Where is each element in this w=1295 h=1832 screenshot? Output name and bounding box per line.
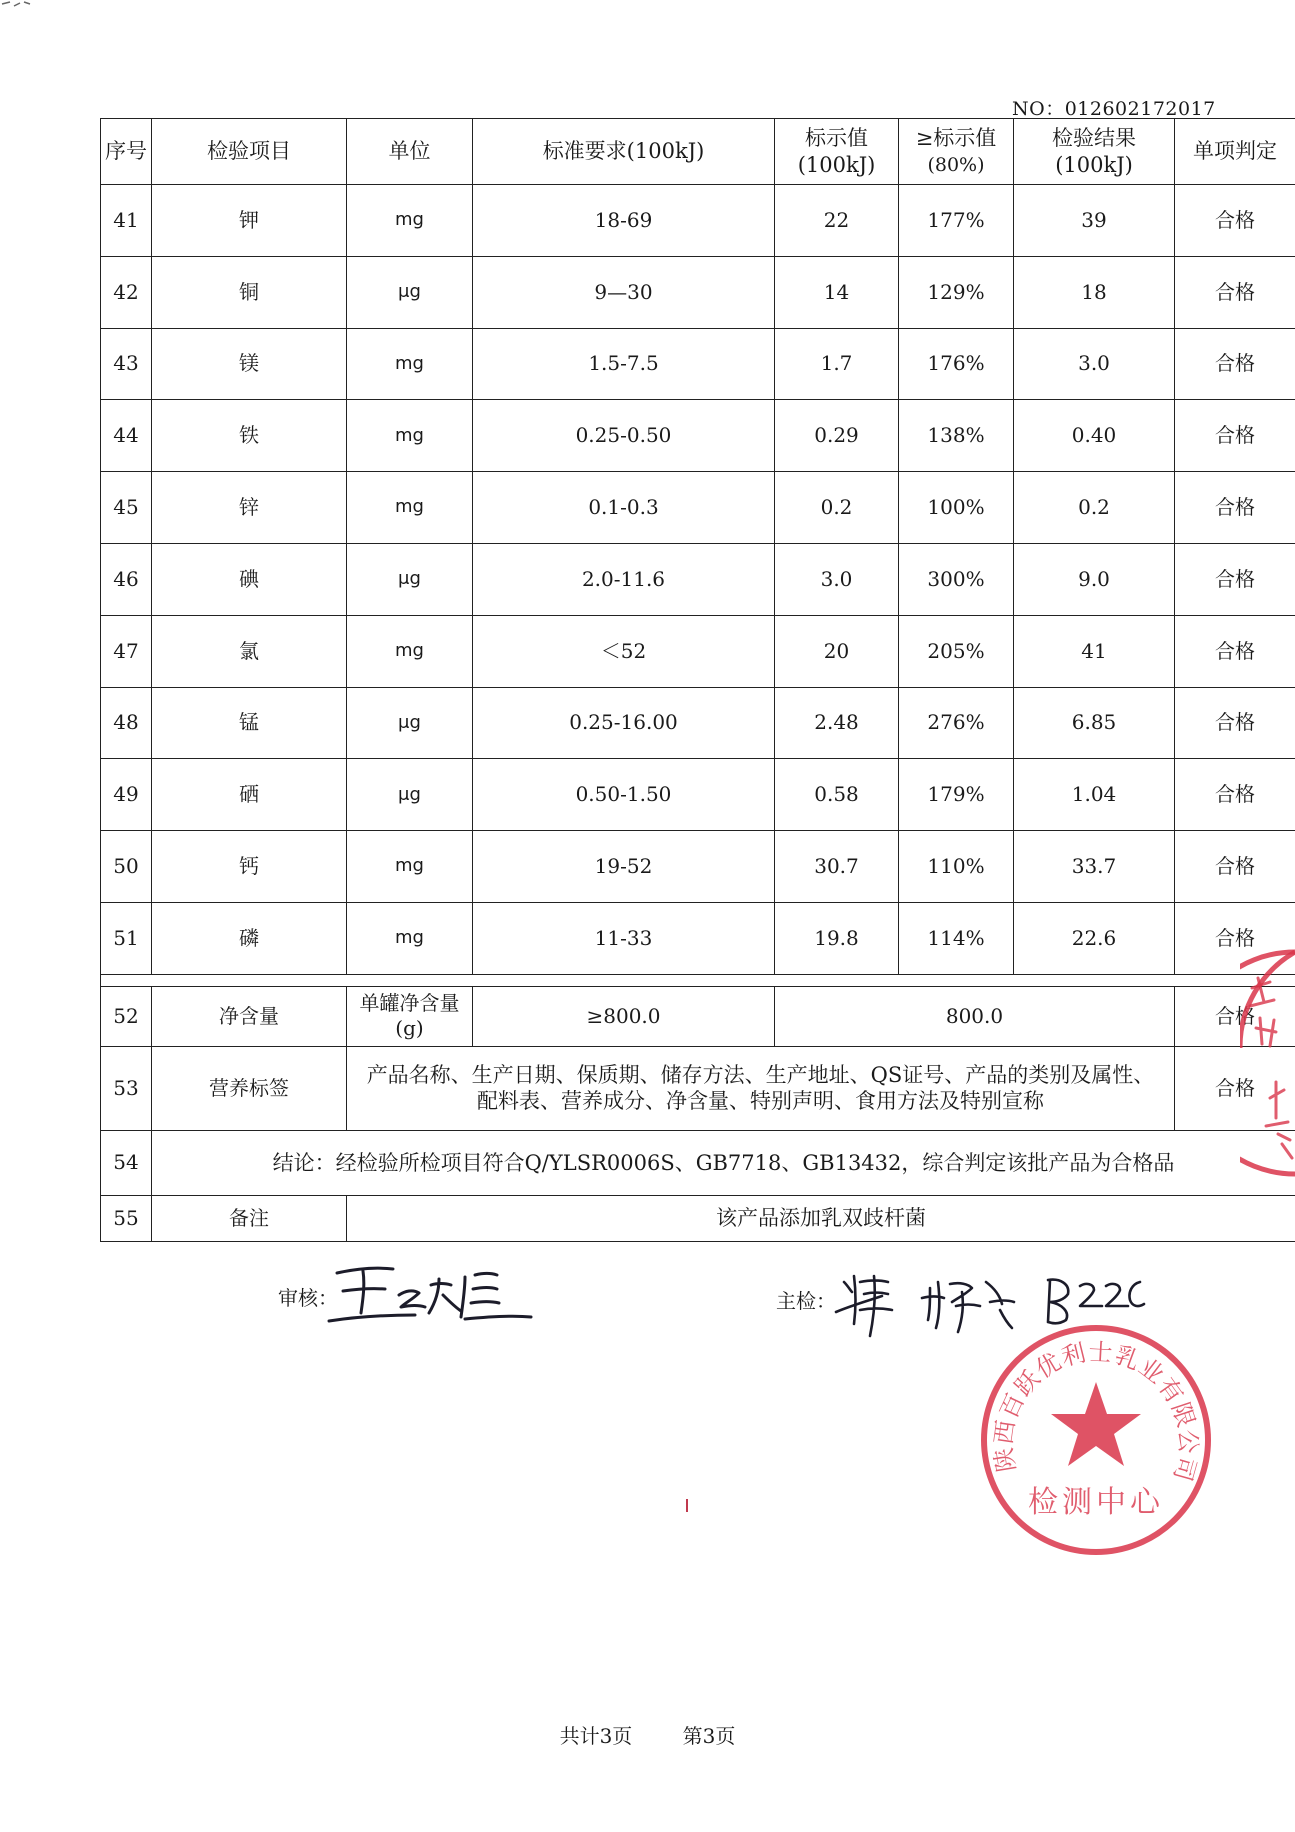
label-value-cell: 20 bbox=[775, 615, 899, 687]
label-value-cell: 30.7 bbox=[775, 831, 899, 903]
seq-cell: 48 bbox=[101, 687, 152, 759]
standard-cell: ＜52 bbox=[473, 615, 775, 687]
unit-cell: mg bbox=[347, 472, 473, 544]
table-row bbox=[101, 543, 1295, 615]
ge-label-cell: 100% bbox=[899, 472, 1014, 544]
ge-label-cell: 177% bbox=[899, 185, 1014, 257]
unit-cell: μg bbox=[347, 687, 473, 759]
standard-cell: 2.0-11.6 bbox=[473, 543, 775, 615]
unit-cell: mg bbox=[347, 831, 473, 903]
page-total: 共计3页 bbox=[559, 1724, 633, 1748]
header-judgement: 单项判定 bbox=[1175, 119, 1295, 185]
table-row-remark bbox=[101, 1195, 1295, 1241]
judge-cell: 合格 bbox=[1175, 256, 1295, 328]
ge-label-cell: 110% bbox=[899, 831, 1014, 903]
seq-cell: 42 bbox=[101, 256, 152, 328]
conclusion-text: 结论：经检验所检项目符合Q/YLSR0006S、GB7718、GB13432，综合判定该批产品为合格品 bbox=[152, 1130, 1295, 1195]
header-label-value: 标示值 (100kJ) bbox=[775, 119, 899, 185]
remark-text: 该产品添加乳双歧杆菌 bbox=[347, 1195, 1295, 1241]
judge-cell: 合格 bbox=[1175, 902, 1295, 974]
item-cell: 铁 bbox=[152, 400, 347, 472]
ge-label-cell: 129% bbox=[899, 256, 1014, 328]
unit-cell: mg bbox=[347, 902, 473, 974]
result-cell: 39 bbox=[1014, 185, 1175, 257]
table-row bbox=[101, 687, 1295, 759]
seq-cell: 47 bbox=[101, 615, 152, 687]
result-cell: 1.04 bbox=[1014, 759, 1175, 831]
result-cell: 33.7 bbox=[1014, 831, 1175, 903]
item-cell: 营养标签 bbox=[152, 1046, 347, 1130]
header-seq: 序号 bbox=[101, 119, 152, 185]
scan-mark bbox=[0, 0, 40, 12]
seq-cell: 43 bbox=[101, 328, 152, 400]
item-cell: 锌 bbox=[152, 472, 347, 544]
svg-text:检测中心: 检测中心 bbox=[1028, 1485, 1164, 1520]
standard-cell: ≥800.0 bbox=[473, 986, 775, 1046]
judge-cell: 合格 bbox=[1175, 185, 1295, 257]
item-cell: 氯 bbox=[152, 615, 347, 687]
standard-cell: 1.5-7.5 bbox=[473, 328, 775, 400]
item-cell: 钾 bbox=[152, 185, 347, 257]
unit-cell: μg bbox=[347, 256, 473, 328]
label-text-cell: 产品名称、生产日期、保质期、储存方法、生产地址、QS证号、产品的类别及属性、 配料表、营养成分、净含量、特别声明、食用方法及特别宣称 bbox=[347, 1046, 1175, 1130]
judge-cell: 合格 bbox=[1175, 687, 1295, 759]
standard-cell: 18-69 bbox=[473, 185, 775, 257]
header-standard: 标准要求(100kJ) bbox=[473, 119, 775, 185]
unit-cell: 单罐净含量 (g) bbox=[347, 986, 473, 1046]
table-row bbox=[101, 472, 1295, 544]
seq-cell: 41 bbox=[101, 185, 152, 257]
result-cell: 0.40 bbox=[1014, 400, 1175, 472]
standard-cell: 0.25-0.50 bbox=[473, 400, 775, 472]
table-row bbox=[101, 759, 1295, 831]
result-cell: 800.0 bbox=[775, 986, 1175, 1046]
ge-label-cell: 300% bbox=[899, 543, 1014, 615]
seq-cell: 50 bbox=[101, 831, 152, 903]
judge-cell: 合格 bbox=[1175, 759, 1295, 831]
judge-cell: 合格 bbox=[1175, 472, 1295, 544]
standard-cell: 9—30 bbox=[473, 256, 775, 328]
seq-cell: 53 bbox=[101, 1046, 152, 1130]
header-unit: 单位 bbox=[347, 119, 473, 185]
table-row bbox=[101, 256, 1295, 328]
standard-cell: 19-52 bbox=[473, 831, 775, 903]
page-number: 第3页 bbox=[682, 1724, 736, 1748]
judge-cell: 合格 bbox=[1175, 400, 1295, 472]
company-seal bbox=[976, 1320, 1216, 1560]
item-cell: 碘 bbox=[152, 543, 347, 615]
table-row bbox=[101, 400, 1295, 472]
item-cell: 净含量 bbox=[152, 986, 347, 1046]
document-number: NO：012602172017 bbox=[1012, 98, 1216, 120]
table-row bbox=[101, 185, 1295, 257]
seq-cell: 49 bbox=[101, 759, 152, 831]
unit-cell: μg bbox=[347, 759, 473, 831]
judge-cell: 合格 bbox=[1175, 328, 1295, 400]
header-ge-label: ≥标示值 (80%) bbox=[899, 119, 1014, 185]
result-cell: 22.6 bbox=[1014, 902, 1175, 974]
ge-label-cell: 176% bbox=[899, 328, 1014, 400]
svg-text:陕西百跃优利士乳业有限公司: 陕西百跃优利士乳业有限公司 bbox=[989, 1337, 1203, 1486]
table-header-row bbox=[101, 119, 1295, 185]
standard-cell: 0.25-16.00 bbox=[473, 687, 775, 759]
table-row bbox=[101, 328, 1295, 400]
label-value-cell: 22 bbox=[775, 185, 899, 257]
table-row bbox=[101, 902, 1295, 974]
seq-cell: 51 bbox=[101, 902, 152, 974]
scan-mark bbox=[684, 1498, 690, 1514]
partial-seal bbox=[1240, 948, 1295, 1178]
header-result: 检验结果 (100kJ) bbox=[1014, 119, 1175, 185]
judge-cell: 合格 bbox=[1175, 543, 1295, 615]
judge-cell: 合格 bbox=[1175, 831, 1295, 903]
inspection-table bbox=[100, 118, 1295, 1242]
data-rows bbox=[101, 185, 1295, 975]
table-row-nutrition-label bbox=[101, 1046, 1295, 1130]
page-footer bbox=[0, 1720, 1295, 1749]
item-cell: 钙 bbox=[152, 831, 347, 903]
seq-cell: 55 bbox=[101, 1195, 152, 1241]
unit-cell: mg bbox=[347, 328, 473, 400]
reviewer-label: 审核： bbox=[278, 1286, 338, 1310]
ge-label-cell: 138% bbox=[899, 400, 1014, 472]
table-row-conclusion bbox=[101, 1130, 1295, 1195]
result-cell: 6.85 bbox=[1014, 687, 1175, 759]
label-value-cell: 2.48 bbox=[775, 687, 899, 759]
label-value-cell: 0.58 bbox=[775, 759, 899, 831]
seq-cell: 54 bbox=[101, 1130, 152, 1195]
result-cell: 18 bbox=[1014, 256, 1175, 328]
unit-cell: mg bbox=[347, 615, 473, 687]
label-value-cell: 3.0 bbox=[775, 543, 899, 615]
result-cell: 41 bbox=[1014, 615, 1175, 687]
label-value-cell: 14 bbox=[775, 256, 899, 328]
table-row bbox=[101, 831, 1295, 903]
seq-cell: 52 bbox=[101, 986, 152, 1046]
unit-cell: μg bbox=[347, 543, 473, 615]
table-row bbox=[101, 615, 1295, 687]
table-gap-row bbox=[101, 974, 1295, 986]
standard-cell: 0.1-0.3 bbox=[473, 472, 775, 544]
judge-cell: 合格 bbox=[1175, 1046, 1295, 1130]
remark-label: 备注 bbox=[152, 1195, 347, 1241]
seq-cell: 45 bbox=[101, 472, 152, 544]
item-cell: 铜 bbox=[152, 256, 347, 328]
header-item: 检验项目 bbox=[152, 119, 347, 185]
result-cell: 0.2 bbox=[1014, 472, 1175, 544]
result-cell: 9.0 bbox=[1014, 543, 1175, 615]
unit-cell: mg bbox=[347, 185, 473, 257]
item-cell: 镁 bbox=[152, 328, 347, 400]
seq-cell: 46 bbox=[101, 543, 152, 615]
seq-cell: 44 bbox=[101, 400, 152, 472]
judge-cell: 合格 bbox=[1175, 615, 1295, 687]
ge-label-cell: 114% bbox=[899, 902, 1014, 974]
standard-cell: 0.50-1.50 bbox=[473, 759, 775, 831]
item-cell: 磷 bbox=[152, 902, 347, 974]
label-value-cell: 0.29 bbox=[775, 400, 899, 472]
label-value-cell: 19.8 bbox=[775, 902, 899, 974]
inspector-label: 主检： bbox=[776, 1289, 836, 1313]
reviewer-signature bbox=[325, 1255, 535, 1335]
item-cell: 锰 bbox=[152, 687, 347, 759]
item-cell: 硒 bbox=[152, 759, 347, 831]
label-value-cell: 0.2 bbox=[775, 472, 899, 544]
ge-label-cell: 276% bbox=[899, 687, 1014, 759]
result-cell: 3.0 bbox=[1014, 328, 1175, 400]
ge-label-cell: 179% bbox=[899, 759, 1014, 831]
standard-cell: 11-33 bbox=[473, 902, 775, 974]
ge-label-cell: 205% bbox=[899, 615, 1014, 687]
table-row-net-content bbox=[101, 986, 1295, 1046]
unit-cell: mg bbox=[347, 400, 473, 472]
label-value-cell: 1.7 bbox=[775, 328, 899, 400]
judge-cell: 合格 bbox=[1175, 986, 1295, 1046]
